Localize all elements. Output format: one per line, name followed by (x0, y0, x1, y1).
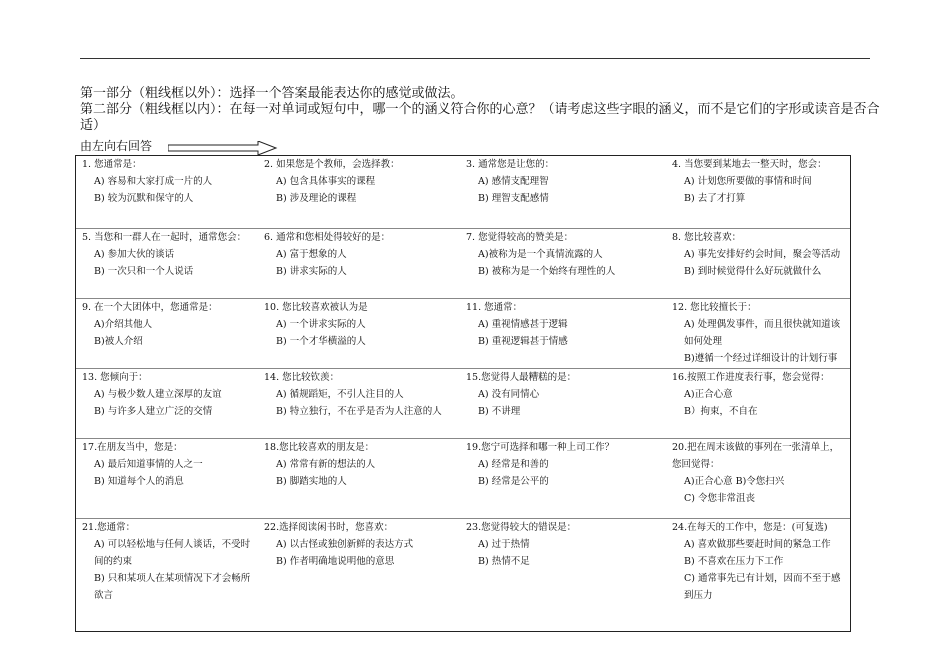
question-text: 9. 在一个大团体中，您通常是： (82, 302, 218, 313)
question-text: 14. 您比较钦羡： (264, 372, 340, 383)
answer-option[interactable]: C) 令您非常沮丧 (684, 493, 755, 504)
question-cell (466, 369, 666, 420)
answer-option[interactable]: B) 理智支配感情 (478, 193, 549, 204)
question-row (76, 298, 850, 369)
question-cell (82, 229, 258, 280)
question-text: 21.您通常： (82, 522, 136, 533)
answer-option[interactable]: B) 到时候觉得什么好玩就做什么 (684, 266, 822, 277)
answer-option[interactable]: A) 包含具体事实的课程 (276, 176, 376, 187)
answer-option[interactable]: B) 热情不足 (478, 556, 530, 567)
top-rule (80, 58, 870, 59)
answer-option[interactable]: B)被人介绍 (94, 336, 143, 347)
question-text: 15.您觉得人最糟糕的是： (466, 372, 577, 383)
answer-option[interactable]: B)遵循一个经过详细设计的计划行事 (684, 353, 838, 364)
question-cell (264, 439, 460, 490)
question-cell (264, 369, 460, 420)
answer-option[interactable]: A) 容易和大家打成一片的人 (94, 176, 213, 187)
answer-option[interactable]: B) 去了才打算 (684, 193, 746, 204)
answer-option[interactable]: A) 常常有新的想法的人 (276, 459, 376, 470)
answer-option[interactable]: A) 事先安排好约会时间，聚会等活动 (684, 249, 841, 260)
right-arrow-icon (168, 141, 278, 155)
intro-direction: 由左向右回答 (80, 139, 153, 153)
question-text: 3. 通常您是让您的： (466, 159, 555, 170)
answer-option[interactable]: B) 脚踏实地的人 (276, 476, 347, 487)
answer-option[interactable]: A) 计划您所要做的事情和时间 (684, 176, 812, 187)
question-row (76, 228, 850, 299)
answer-option[interactable]: A)正合心意 B)令您扫兴 (684, 476, 785, 487)
answer-option[interactable]: A) 富于想象的人 (276, 249, 347, 260)
question-text: 13. 您倾向于： (82, 372, 148, 383)
question-cell (82, 156, 258, 207)
question-text: 4. 当您要到某地去一整天时，您会： (672, 159, 827, 170)
question-cell (672, 156, 846, 207)
question-text: 24.在每天的工作中，您是：(可复选) (672, 522, 828, 533)
question-text: 8. 您比较喜欢： (672, 232, 742, 243)
answer-option[interactable]: A)介绍其他人 (94, 319, 153, 330)
question-text: 12. 您比较擅长于： (672, 302, 757, 313)
question-cell (82, 519, 258, 604)
question-text: 17.在朋友当中，您是： (82, 442, 183, 453)
answer-option[interactable]: A) 与极少数人建立深厚的友谊 (94, 389, 222, 400)
answer-option[interactable]: B) 重视逻辑甚于情感 (478, 336, 568, 347)
question-cell (466, 439, 666, 490)
question-cell (466, 299, 666, 350)
question-text: 2. 如果您是个教师，会选择教： (264, 159, 400, 170)
question-row (76, 368, 850, 439)
answer-option[interactable]: B) 较为沉默和保守的人 (94, 193, 194, 204)
intro-part2: 第二部分（粗线框以内）：在每一对单词或短句中，哪一个的涵义符合你的心意？（请考虑这些字眼的涵义，而不是它们的字形或读音是否合适） (80, 102, 880, 133)
question-cell (466, 519, 666, 570)
answer-option[interactable]: B) 不喜欢在压力下工作 (684, 556, 784, 567)
answer-option[interactable]: B) 被称为是一个始终有理性的人 (478, 266, 616, 277)
question-text: 23.您觉得较大的错误是： (466, 522, 577, 533)
question-cell (466, 229, 666, 280)
question-cell (264, 299, 460, 350)
question-cell (672, 439, 846, 507)
answer-option[interactable]: A) 最后知道事情的人之一 (94, 459, 203, 470)
question-cell (672, 369, 846, 420)
answer-option[interactable]: A) 以古怪或独创新鲜的表达方式 (276, 539, 414, 550)
question-text: 18.您比较喜欢的朋友是： (264, 442, 375, 453)
question-cell (672, 229, 846, 280)
answer-option[interactable]: B) 讲求实际的人 (276, 266, 347, 277)
answer-option[interactable]: B) 一次只和一个人说话 (94, 266, 194, 277)
question-text: 10. 您比较喜欢被认为是 (264, 302, 368, 313)
question-text: 1. 您通常是： (82, 159, 142, 170)
question-row (76, 156, 850, 228)
question-cell (672, 519, 846, 604)
question-text: 11. 您通常： (466, 302, 523, 313)
question-grid (75, 155, 851, 632)
question-text: 5. 当您和一群人在一起时，通常您会： (82, 232, 247, 243)
question-text: 16.按照工作进度表行事，您会觉得： (672, 372, 830, 383)
answer-option[interactable]: A) 过于热情 (478, 539, 530, 550)
question-text: 22.选择阅读闲书时，您喜欢： (264, 522, 394, 533)
question-row (76, 438, 850, 519)
answer-option[interactable]: B) 与许多人建立广泛的交情 (94, 406, 213, 417)
answer-option[interactable]: B) 只和某项人在某项情况下才会畅所欲言 (94, 573, 251, 601)
question-cell (672, 299, 846, 367)
answer-option[interactable]: B) 一个才华横溢的人 (276, 336, 366, 347)
answer-option[interactable]: A) 处理偶发事件，而且很快就知道该如何处理 (684, 319, 841, 347)
answer-option[interactable]: C) 通常事先已有计划，因而不至于感到压力 (684, 573, 841, 601)
answer-option[interactable]: A)正合心意 (684, 389, 733, 400)
answer-option[interactable]: A) 参加大伙的谈话 (94, 249, 175, 260)
answer-option[interactable]: B) 不讲理 (478, 406, 521, 417)
question-text: 7. 您觉得较高的赞美是： (466, 232, 574, 243)
answer-option[interactable]: A) 经常是和善的 (478, 459, 549, 470)
answer-option[interactable]: B) 作者明确地说明他的意思 (276, 556, 395, 567)
question-cell (264, 156, 460, 207)
answer-option[interactable]: A) 一个讲求实际的人 (276, 319, 366, 330)
answer-option[interactable]: A)被称为是一个真情流露的人 (478, 249, 603, 260)
answer-option[interactable]: A) 喜欢做那些要赶时间的紧急工作 (684, 539, 831, 550)
answer-option[interactable]: A) 循规蹈矩，不引人注目的人 (276, 389, 404, 400)
question-cell (82, 299, 258, 350)
answer-option[interactable]: A) 感情支配理智 (478, 176, 549, 187)
answer-option[interactable]: B) 知道每个人的消息 (94, 476, 184, 487)
question-cell (264, 229, 460, 280)
answer-option[interactable]: A) 重视情感甚于逻辑 (478, 319, 568, 330)
intro-part1: 第一部分（粗线框以外）：选择一个答案最能表达你的感觉或做法。 (80, 86, 464, 101)
answer-option[interactable]: B）拘束，不自在 (684, 406, 758, 417)
question-text: 20.把在周末该做的事列在一张清单上，您回觉得： (672, 442, 840, 470)
question-cell (466, 156, 666, 207)
question-cell (82, 439, 258, 490)
answer-option[interactable]: A) 没有同情心 (478, 389, 540, 400)
answer-option[interactable]: B) 特立独行，不在乎是否为人注意的人 (276, 406, 442, 417)
question-row (76, 518, 850, 634)
answer-option[interactable]: B) 经常是公平的 (478, 476, 549, 487)
question-cell (82, 369, 258, 420)
question-cell (264, 519, 460, 570)
answer-option[interactable]: A) 可以轻松地与任何人谈话，不受时间的约束 (94, 539, 251, 567)
answer-option[interactable]: B) 涉及理论的课程 (276, 193, 357, 204)
question-text: 19.您宁可选择和哪一种上司工作？ (466, 442, 615, 453)
question-text: 6. 通常和您相处得较好的是： (264, 232, 391, 243)
